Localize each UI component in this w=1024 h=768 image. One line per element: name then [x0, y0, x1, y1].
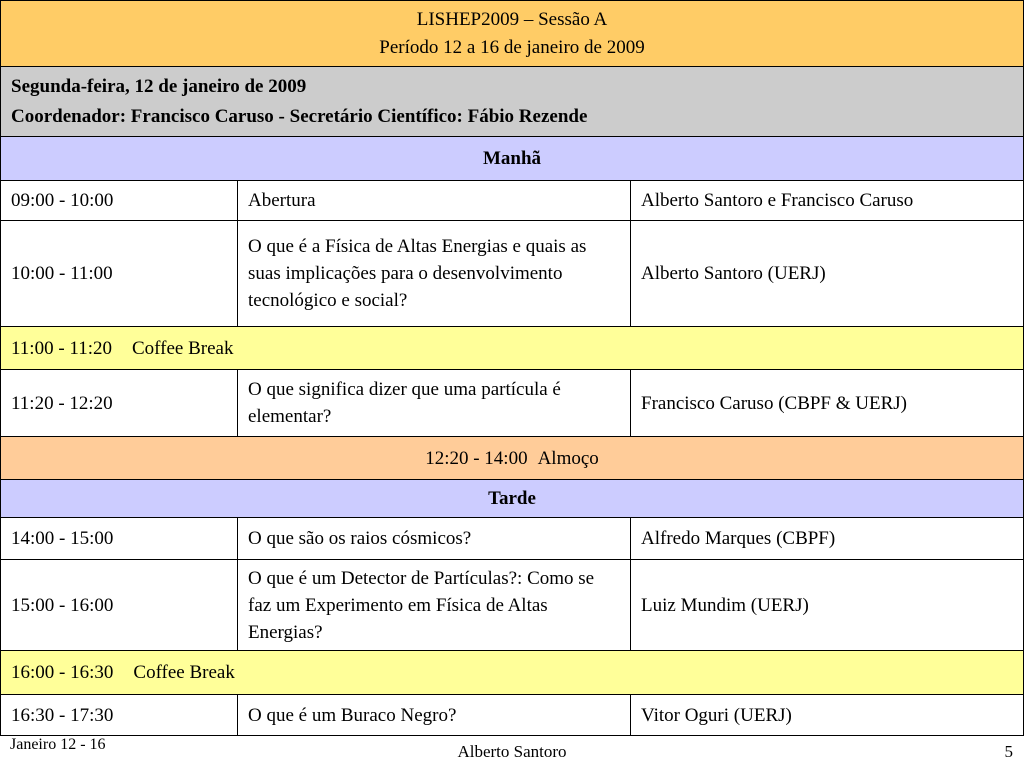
schedule-row — [1, 181, 1024, 221]
session-speaker: Alfredo Marques (CBPF) — [631, 518, 1024, 560]
session-time: 09:00 - 10:00 — [1, 181, 238, 221]
day-coordinators: Coordenador: Francisco Caruso - Secretário Científico: Fábio Rezende — [11, 105, 588, 127]
session-header-row — [1, 1, 1024, 67]
footer-author: Alberto Santoro — [457, 742, 567, 761]
session-time: 14:00 - 15:00 — [1, 518, 238, 560]
coffee-break-label: Coffee Break — [133, 662, 235, 683]
session-topic: O que é um Detector de Partículas?: Como se faz um Experimento em Física de Altas Energias? — [238, 560, 631, 651]
coffee-break-row — [1, 327, 1024, 370]
schedule-row — [1, 518, 1024, 560]
coffee-break-time: 16:00 - 16:30 — [11, 662, 114, 683]
afternoon-label: Tarde — [1, 480, 1024, 518]
coffee-break-row — [1, 651, 1024, 695]
coffee-break-time: 11:00 - 11:20 — [11, 337, 112, 359]
session-time: 16:30 - 17:30 — [1, 695, 238, 736]
session-speaker: Alberto Santoro (UERJ) — [631, 221, 1024, 327]
schedule-row — [1, 370, 1024, 437]
session-topic: O que significa dizer que uma partícula é elementar? — [238, 370, 631, 437]
session-title: LISHEP2009 – Sessão A — [416, 8, 608, 30]
lunch-time: 12:20 - 14:00 — [425, 447, 528, 469]
session-topic: O que são os raios cósmicos? — [238, 518, 631, 560]
morning-header-row — [1, 137, 1024, 181]
coffee-break — [1, 327, 1024, 370]
page-number: 5 — [1004, 742, 1013, 761]
afternoon-header-row — [1, 480, 1024, 518]
lunch-row — [1, 437, 1024, 480]
session-topic: O que é a Física de Altas Energias e quais as suas implicações para o desenvolvimento tecnológico e social? — [238, 221, 631, 327]
schedule-row — [1, 695, 1024, 736]
day-header-row — [1, 67, 1024, 137]
session-speaker: Luiz Mundim (UERJ) — [631, 560, 1024, 651]
lunch — [1, 437, 1024, 480]
session-topic: Abertura — [238, 181, 631, 221]
morning-label: Manhã — [1, 137, 1024, 181]
day-date: Segunda-feira, 12 de janeiro de 2009 — [11, 75, 307, 97]
footer-date: Janeiro 12 - 16 — [10, 736, 106, 753]
day-header — [1, 67, 1024, 137]
session-time: 10:00 - 11:00 — [1, 221, 238, 327]
session-header — [1, 1, 1024, 67]
schedule-row — [1, 560, 1024, 651]
coffee-break — [1, 651, 1024, 695]
session-speaker: Vitor Oguri (UERJ) — [631, 695, 1024, 736]
session-speaker: Francisco Caruso (CBPF & UERJ) — [631, 370, 1024, 437]
coffee-break-label: Coffee Break — [131, 337, 234, 359]
schedule-row — [1, 221, 1024, 327]
session-period: Período 12 a 16 de janeiro de 2009 — [379, 36, 645, 58]
session-time: 15:00 - 16:00 — [1, 560, 238, 651]
lunch-label: Almoço — [537, 447, 599, 469]
session-topic: O que é um Buraco Negro? — [238, 695, 631, 736]
session-speaker: Alberto Santoro e Francisco Caruso — [631, 181, 1024, 221]
session-time: 11:20 - 12:20 — [1, 370, 238, 437]
